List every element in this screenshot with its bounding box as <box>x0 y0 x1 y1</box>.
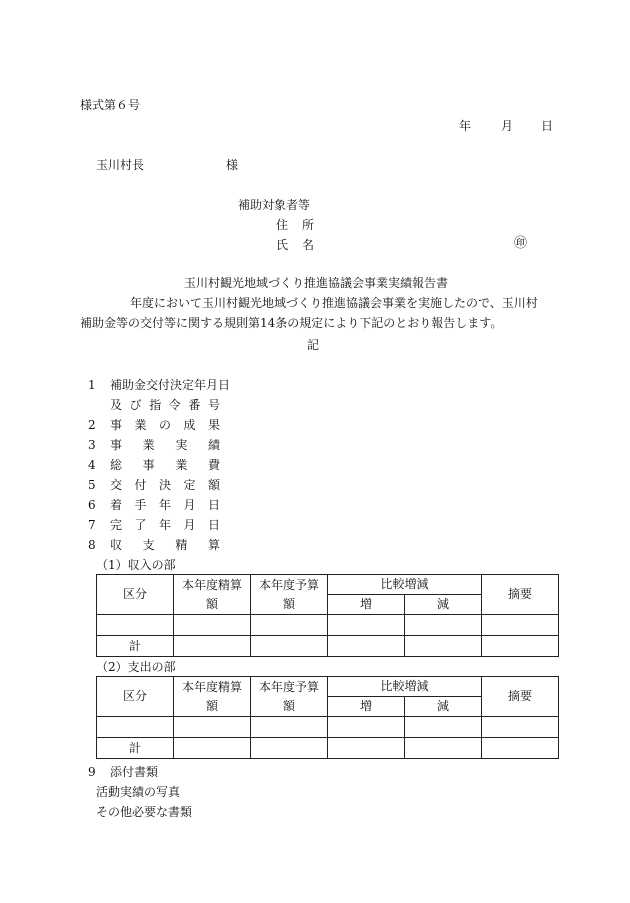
addressee-honorific: 様 <box>226 158 239 172</box>
item-label <box>110 458 220 472</box>
header-decrease: 減 <box>405 595 482 615</box>
cell <box>328 738 405 759</box>
label-char: の <box>158 418 171 432</box>
label-char: 決 <box>158 478 171 492</box>
table-row <box>97 615 559 636</box>
label-char: 精 <box>175 538 188 552</box>
label-char: 号 <box>207 398 220 412</box>
cell <box>174 717 251 738</box>
cell <box>328 717 405 738</box>
label-char: 番 <box>188 398 201 412</box>
header-increase: 増 <box>328 697 405 717</box>
item-number: 4 <box>88 458 96 472</box>
cell <box>174 636 251 657</box>
body-text-line-2: 補助金等の交付等に関する規則第14条の規定により下記のとおり報告します。 <box>80 316 503 330</box>
item-label <box>110 498 220 512</box>
label-char: 額 <box>207 478 220 492</box>
item-label <box>110 438 220 452</box>
label-char: 月 <box>183 498 196 512</box>
seal-mark: ㊞ <box>514 236 528 251</box>
addressee-name: 玉川村長 <box>96 158 145 172</box>
expenditure-table-caption: （2）支出の部 <box>96 660 176 674</box>
name-label-char-1: 氏 <box>276 238 289 252</box>
label-char: 着 <box>110 498 123 512</box>
label-char: 指 <box>149 398 162 412</box>
cell <box>97 615 174 636</box>
header-line: 本年度精算 <box>181 679 242 694</box>
document-title: 玉川村観光地域づくり推進協議会事業実績報告書 <box>184 276 449 290</box>
label-char: 付 <box>134 478 147 492</box>
label-char: 日 <box>207 498 220 512</box>
attachment-item: 活動実績の写真 <box>96 785 181 799</box>
cell <box>482 717 559 738</box>
header-comparison: 比較増減 <box>328 575 482 595</box>
label-char: 完 <box>110 518 123 532</box>
label-char: 月 <box>183 518 196 532</box>
label-char: 業 <box>134 418 147 432</box>
label-char: 手 <box>134 498 147 512</box>
cell <box>251 717 328 738</box>
cell <box>328 615 405 636</box>
header-line: 額 <box>205 698 218 713</box>
cell <box>174 615 251 636</box>
date-month-label: 月 <box>501 119 514 133</box>
label-char: 支 <box>142 538 155 552</box>
header-current-settlement <box>174 575 251 615</box>
date-year-label: 年 <box>459 119 472 133</box>
item-label: 補助金交付決定年月日 <box>110 378 231 392</box>
label-char: 績 <box>207 438 220 452</box>
label-char: 総 <box>110 458 123 472</box>
label-char: 業 <box>142 438 155 452</box>
label-char: 果 <box>207 418 220 432</box>
date-day-label: 日 <box>541 119 554 133</box>
total-label: 計 <box>97 738 174 759</box>
item-number: 2 <box>88 418 96 432</box>
item-number: 7 <box>88 518 96 532</box>
item-label <box>110 398 220 412</box>
item-label <box>110 478 220 492</box>
header-current-settlement <box>174 677 251 717</box>
label-char: 交 <box>110 478 123 492</box>
header-line: 本年度予算 <box>258 577 319 592</box>
total-label: 計 <box>97 636 174 657</box>
item-number: 8 <box>88 538 96 552</box>
header-current-budget <box>251 677 328 717</box>
cell <box>405 717 482 738</box>
header-category: 区分 <box>97 575 174 615</box>
label-char: 令 <box>168 398 181 412</box>
table-row <box>97 717 559 738</box>
name-label <box>276 238 314 252</box>
item-number: 3 <box>88 438 96 452</box>
total-row <box>97 738 559 759</box>
name-label-char-2: 名 <box>301 238 314 252</box>
address-label-char-1: 住 <box>276 218 289 232</box>
attachments-heading: 添付書類 <box>110 765 159 779</box>
cell <box>482 636 559 657</box>
label-char: び <box>129 398 142 412</box>
header-current-budget <box>251 575 328 615</box>
header-remarks: 摘要 <box>482 575 559 615</box>
item-label <box>110 538 220 552</box>
cell <box>405 636 482 657</box>
header-decrease: 減 <box>405 697 482 717</box>
cell <box>174 738 251 759</box>
body-text-line-1: 年度において玉川村観光地域づくり推進協議会事業を実施したので、玉川村 <box>130 296 538 310</box>
attachments-number: 9 <box>88 765 96 779</box>
cell <box>328 636 405 657</box>
label-char: 及 <box>110 398 123 412</box>
header-line: 額 <box>282 596 295 611</box>
cell <box>405 738 482 759</box>
ki-mark: 記 <box>307 338 320 352</box>
income-table <box>96 574 559 657</box>
label-char: 年 <box>158 518 171 532</box>
item-number: 5 <box>88 478 96 492</box>
cell <box>97 717 174 738</box>
label-char: 収 <box>110 538 123 552</box>
cell <box>251 636 328 657</box>
label-char: 成 <box>183 418 196 432</box>
item-number: 1 <box>88 378 96 392</box>
label-char: 年 <box>158 498 171 512</box>
expenditure-table <box>96 676 559 759</box>
header-line: 額 <box>282 698 295 713</box>
form-number: 様式第６号 <box>80 98 141 112</box>
header-comparison: 比較増減 <box>328 677 482 697</box>
header-category: 区分 <box>97 677 174 717</box>
label-char: 定 <box>183 478 196 492</box>
header-line: 本年度精算 <box>181 577 242 592</box>
cell <box>251 738 328 759</box>
item-number: 6 <box>88 498 96 512</box>
label-char: 費 <box>207 458 220 472</box>
header-line: 額 <box>205 596 218 611</box>
label-char: 事 <box>110 438 123 452</box>
cell <box>251 615 328 636</box>
cell <box>482 738 559 759</box>
label-char: 実 <box>175 438 188 452</box>
cell <box>482 615 559 636</box>
header-remarks: 摘要 <box>482 677 559 717</box>
label-char: 日 <box>207 518 220 532</box>
item-label <box>110 518 220 532</box>
label-char: 事 <box>142 458 155 472</box>
label-char: 業 <box>175 458 188 472</box>
attachment-item: その他必要な書類 <box>96 805 193 819</box>
label-char: 算 <box>207 538 220 552</box>
label-char: 事 <box>110 418 123 432</box>
total-row <box>97 636 559 657</box>
income-table-caption: （1）収入の部 <box>96 558 176 572</box>
cell <box>405 615 482 636</box>
applicant-heading: 補助対象者等 <box>238 198 311 212</box>
header-line: 本年度予算 <box>258 679 319 694</box>
address-label <box>276 218 314 232</box>
address-label-char-2: 所 <box>301 218 314 232</box>
label-char: 了 <box>134 518 147 532</box>
header-increase: 増 <box>328 595 405 615</box>
item-label <box>110 418 220 432</box>
